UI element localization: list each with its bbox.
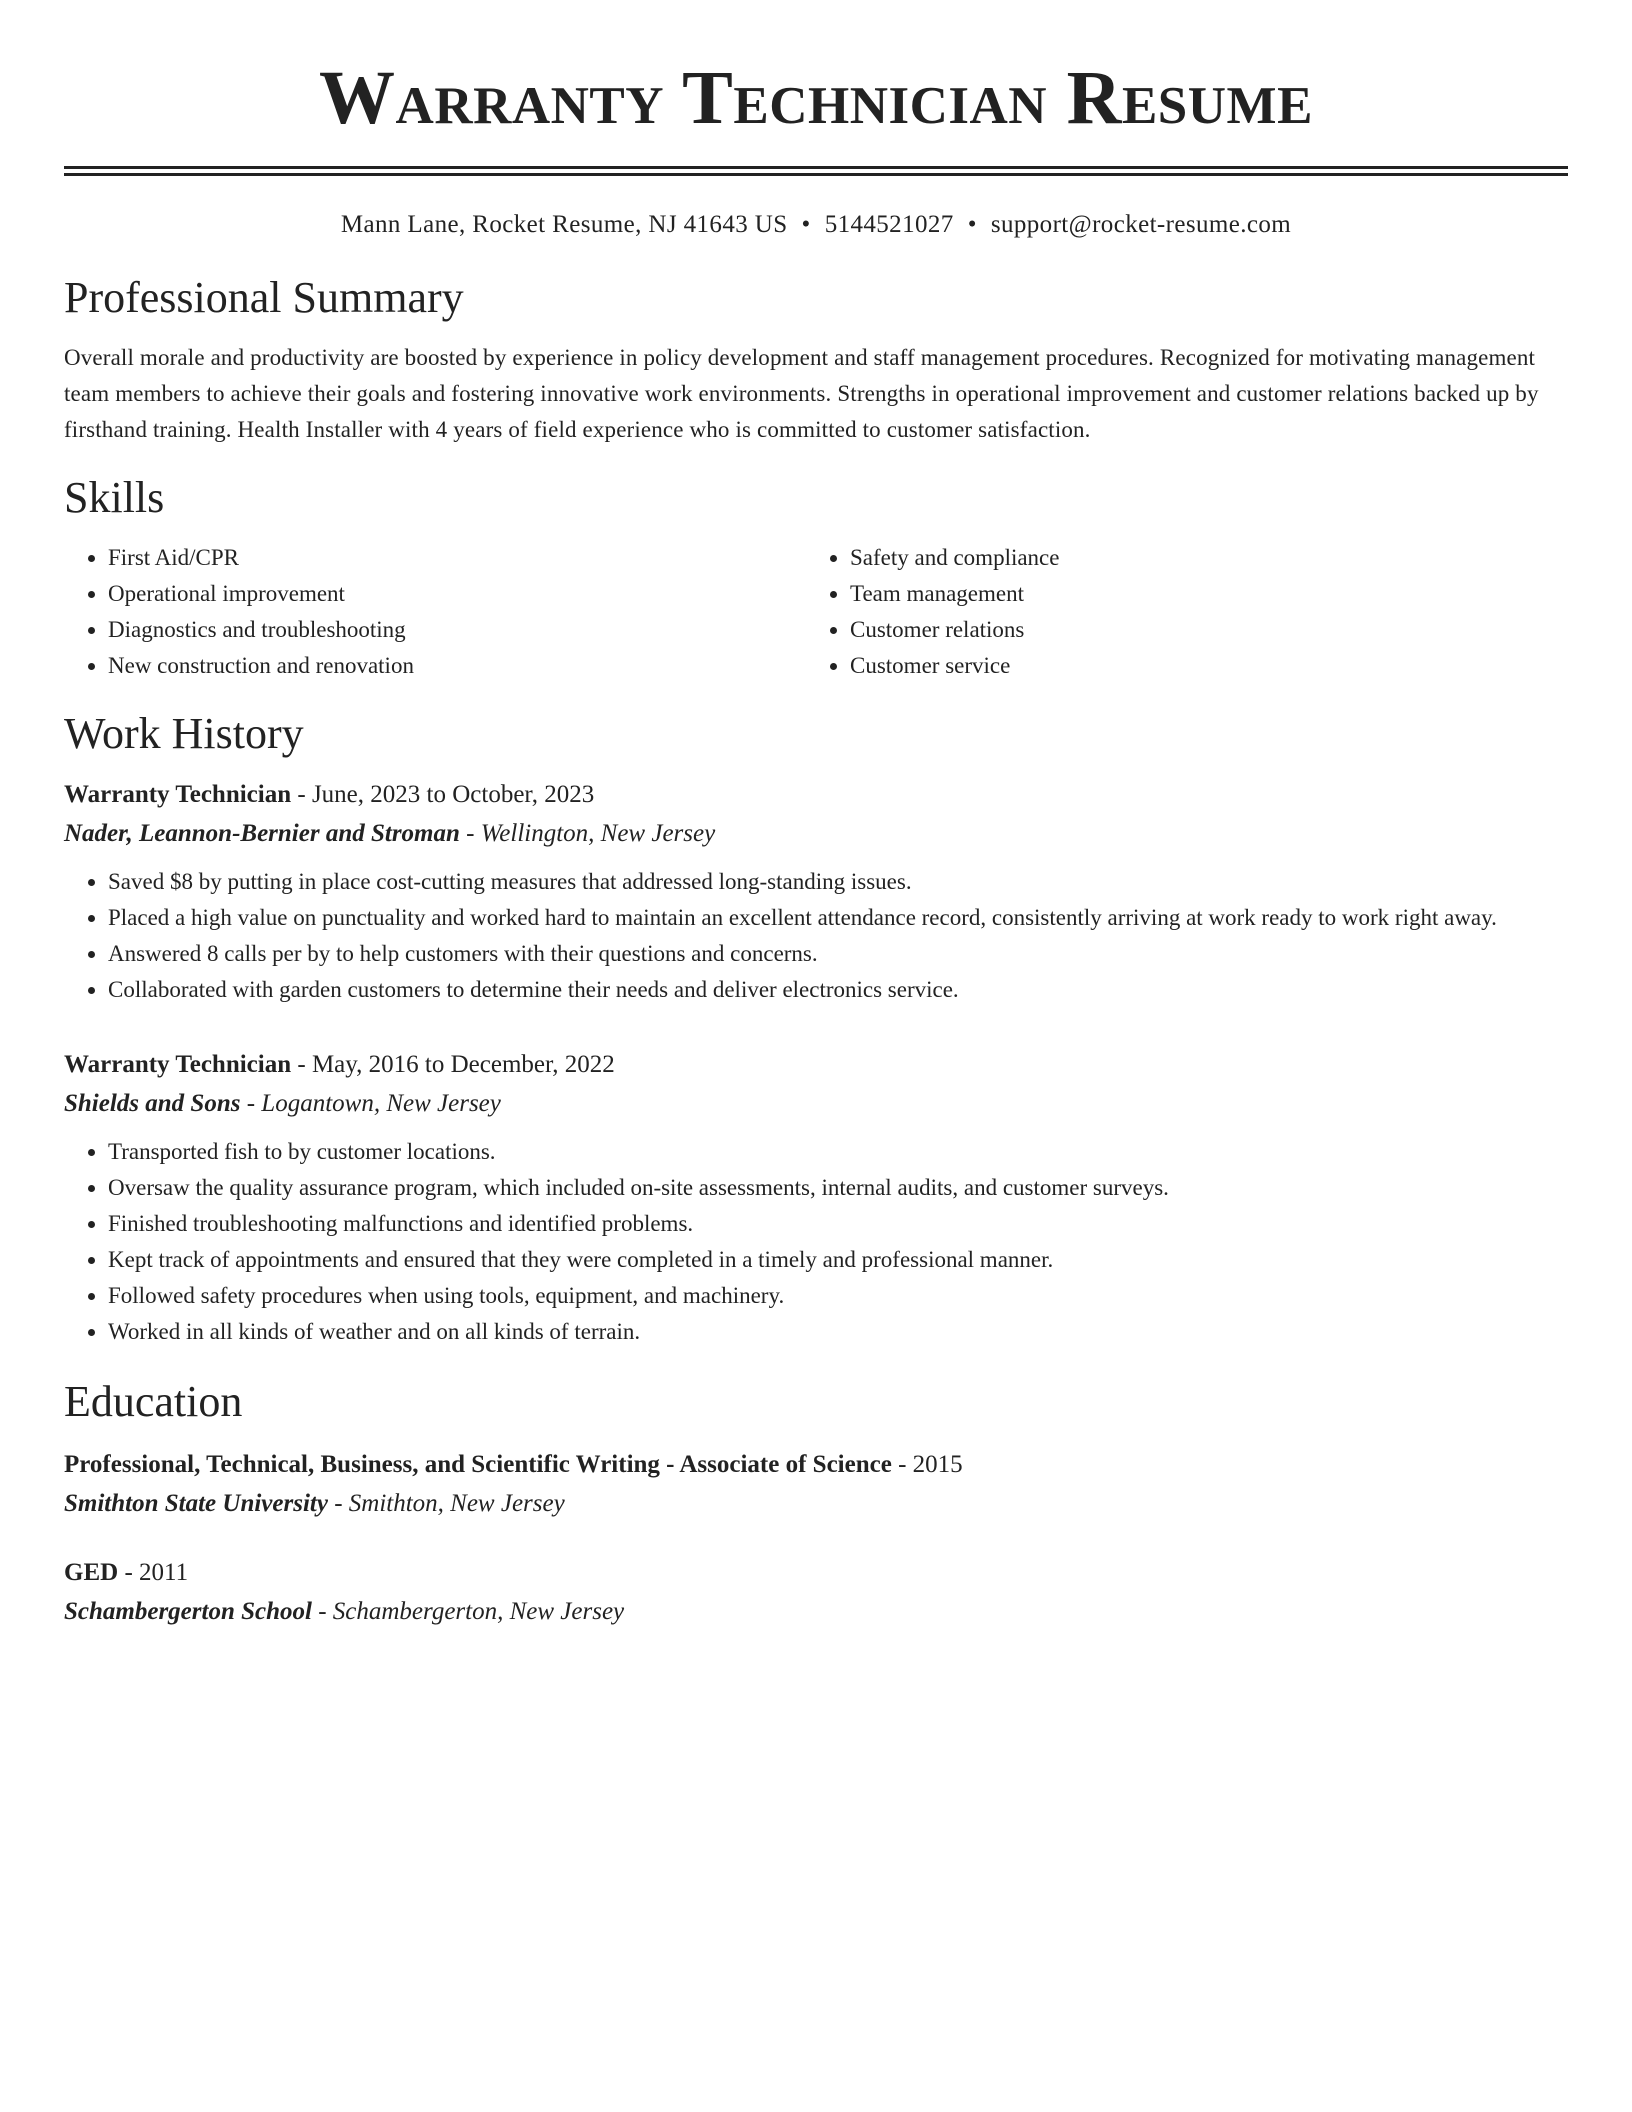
- job-bullet: • Collaborated with garden customers to determine their needs and deliver electronics service.: [108, 972, 1568, 1008]
- skill-item: • Safety and compliance: [850, 540, 1548, 576]
- education-heading: Education: [64, 1377, 243, 1426]
- title-divider: [64, 166, 1568, 176]
- dash: -: [898, 1451, 907, 1478]
- skills-column-left: [64, 540, 806, 684]
- education-school: Smithton State University: [64, 1490, 328, 1517]
- skill-item: • Operational improvement: [108, 576, 806, 612]
- education-degree: Professional, Technical, Business, and Scientific Writing - Associate of Science: [64, 1451, 892, 1478]
- job-bullet: • Transported fish to by customer locations.: [108, 1134, 1568, 1170]
- job-bullets: [64, 864, 1568, 1008]
- dash: -: [246, 1090, 256, 1117]
- education-entry: [64, 1554, 1568, 1632]
- contact-separator: •: [967, 211, 977, 238]
- skill-item: • Customer relations: [850, 612, 1548, 648]
- skills-column-right: [806, 540, 1548, 684]
- job-employer: [64, 814, 1568, 854]
- job-bullets: [64, 1134, 1568, 1350]
- skill-item: • New construction and renovation: [108, 648, 806, 684]
- job-company: Shields and Sons: [64, 1090, 241, 1117]
- contact-line: [64, 208, 1568, 242]
- education-header: [64, 1446, 1568, 1484]
- job-bullet: • Oversaw the quality assurance program, which included on-site assessments, internal audits, and customer surveys.: [108, 1170, 1568, 1206]
- skill-item: • First Aid/CPR: [108, 540, 806, 576]
- summary-text: Overall morale and productivity are boosted by experience in policy development and staff management procedures. Recognized for motivating management team members to achieve their goals and fostering innovative work environments. Strengths in operational improvement and customer relations backed up by firsthand training. Health Installer with 4 years of field experience who is committed to customer satisfaction.: [64, 345, 1539, 442]
- contact-phone[interactable]: 5144521027: [824, 211, 954, 238]
- job-bullet: • Kept track of appointments and ensured that they were completed in a timely and professional manner.: [108, 1242, 1568, 1278]
- education-entry: [64, 1446, 1568, 1524]
- dash: -: [297, 1051, 306, 1078]
- job-entry: [64, 1046, 1568, 1350]
- job-header: [64, 776, 1568, 814]
- education-year: 2015: [912, 1451, 963, 1478]
- job-bullet: • Placed a high value on punctuality and worked hard to maintain an excellent attendance record, consistently arriving at work ready to work right away.: [108, 900, 1568, 936]
- job-bullet: • Finished troubleshooting malfunctions and identified problems.: [108, 1206, 1568, 1242]
- job-location: Wellington, New Jersey: [480, 820, 716, 847]
- dash: -: [297, 781, 306, 808]
- job-bullet: • Followed safety procedures when using tools, equipment, and machinery.: [108, 1278, 1568, 1314]
- skills-list: [64, 540, 1568, 684]
- job-company: Nader, Leannon-Bernier and Stroman: [64, 820, 460, 847]
- education-school-line: [64, 1484, 1568, 1524]
- dash: -: [334, 1490, 343, 1517]
- summary-heading: Professional Summary: [64, 273, 464, 322]
- education-year: 2011: [139, 1559, 189, 1586]
- education-school-line: [64, 1592, 1568, 1632]
- work-history-heading: Work History: [64, 709, 304, 758]
- skill-item: • Diagnostics and troubleshooting: [108, 612, 806, 648]
- job-header: [64, 1046, 1568, 1084]
- contact-address: Mann Lane, Rocket Resume, NJ 41643 US: [340, 211, 788, 238]
- page-title: Warranty Technician Resume: [319, 56, 1313, 140]
- education-location: Schambergerton, New Jersey: [332, 1598, 625, 1625]
- job-dates: May, 2016 to December, 2022: [311, 1051, 615, 1078]
- dash: -: [318, 1598, 327, 1625]
- contact-separator: •: [801, 211, 811, 238]
- education-header: [64, 1554, 1568, 1592]
- education-school: Schambergerton School: [64, 1598, 312, 1625]
- education-location: Smithton, New Jersey: [348, 1490, 565, 1517]
- skills-heading: Skills: [64, 473, 165, 522]
- job-bullet: • Saved $8 by putting in place cost-cutting measures that addressed long-standing issues.: [108, 864, 1568, 900]
- dash: -: [466, 820, 475, 847]
- job-bullet: • Worked in all kinds of weather and on all kinds of terrain.: [108, 1314, 1568, 1350]
- skill-item: • Team management: [850, 576, 1548, 612]
- education-degree: GED: [64, 1559, 119, 1586]
- job-dates: June, 2023 to October, 2023: [311, 781, 595, 808]
- job-employer: [64, 1084, 1568, 1124]
- job-entry: [64, 776, 1568, 1008]
- skill-item: • Customer service: [850, 648, 1548, 684]
- job-title: Warranty Technician: [64, 781, 292, 808]
- contact-email[interactable]: support@rocket-resume.com: [990, 211, 1292, 238]
- job-bullet: • Answered 8 calls per by to help customers with their questions and concerns.: [108, 936, 1568, 972]
- job-title: Warranty Technician: [64, 1051, 292, 1078]
- dash: -: [124, 1559, 133, 1586]
- job-location: Logantown, New Jersey: [261, 1090, 501, 1117]
